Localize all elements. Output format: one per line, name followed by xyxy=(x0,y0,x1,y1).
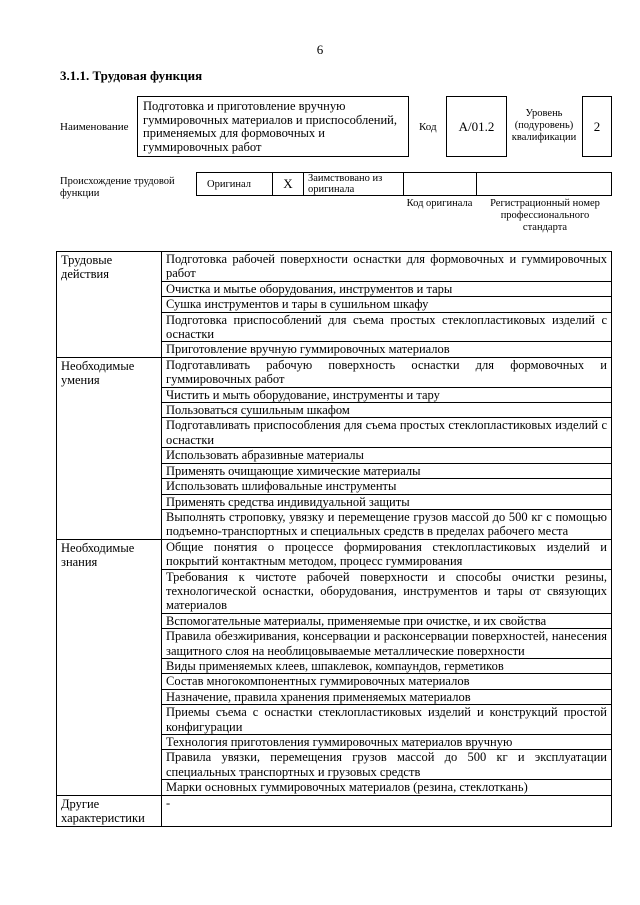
item-cell: Подготовка приспособлений для съема простых стеклопластиковых изделий с оснастки xyxy=(162,312,612,342)
table-row xyxy=(57,357,612,387)
item-cell: Назначение, правила хранения применяемых материалов xyxy=(162,689,612,704)
item-cell: Применять средства индивидуальной защиты xyxy=(162,494,612,509)
category-cell: Необходимые знания xyxy=(57,539,162,795)
reg-number-cell xyxy=(477,173,611,195)
item-cell: Состав многокомпонентных гуммировочных материалов xyxy=(162,674,612,689)
item-cell: Пользоваться сушильным шкафом xyxy=(162,403,612,418)
category-cell: Необходимые умения xyxy=(57,357,162,539)
labor-function-table xyxy=(56,251,612,827)
original-mark: Х xyxy=(273,173,304,195)
table-row xyxy=(57,795,612,827)
item-cell: Использовать абразивные материалы xyxy=(162,448,612,463)
item-cell: Сушка инструментов и тары в сушильном шкафу xyxy=(162,297,612,312)
item-cell: Подготавливать рабочую поверхность оснастки для формовочных и гуммировочных работ xyxy=(162,357,612,387)
item-cell: Общие понятия о процессе формирования стеклопластиковых изделий и покрытий контактным методом, процесс гуммирования xyxy=(162,539,612,569)
reg-number-caption: Регистрационный номер профессионального стандарта xyxy=(490,198,600,233)
borrowed-label: Заимствовано из оригинала xyxy=(304,173,404,195)
category-cell: Другие характеристики xyxy=(57,795,162,827)
item-cell: Приготовление вручную гуммировочных материалов xyxy=(162,342,612,357)
item-cell: Очистка и мытье оборудования, инструментов и тары xyxy=(162,281,612,296)
item-cell: Технология приготовления гуммировочных материалов вручную xyxy=(162,735,612,750)
function-name-box: Подготовка и приготовление вручную гуммировочных материалов и приспособлений, применяемых для формовочных и гуммировочных работ xyxy=(137,96,409,157)
item-cell: Приемы съема с оснастки стеклопластиковых изделий и конструкций простой конфигурации xyxy=(162,705,612,735)
section-title: 3.1.1. Трудовая функция xyxy=(60,68,203,83)
level-label: Уровень (подуровень) квалификации xyxy=(511,108,577,143)
item-cell: Применять очищающие химические материалы xyxy=(162,463,612,478)
code-label: Код xyxy=(419,121,437,133)
item-cell: Требования к чистоте рабочей поверхности и способы очистки резины, технологической оснастки, оборудования, инструментов и тары от связующих материалов xyxy=(162,569,612,613)
item-cell: Правила увязки, перемещения грузов массой до 500 кг и эксплуатации специальных транспортных и грузовых средств xyxy=(162,750,612,780)
item-cell: Подготавливать приспособления для съема простых стеклопластиковых изделий с оснастки xyxy=(162,418,612,448)
table-row xyxy=(57,539,612,569)
origin-code-cell xyxy=(404,173,477,195)
origin-row xyxy=(196,172,612,196)
code-value-box: А/01.2 xyxy=(446,96,507,157)
original-label: Оригинал xyxy=(197,173,273,195)
item-cell: Марки основных гуммировочных материалов (резина, стеклоткань) xyxy=(162,780,612,795)
name-label: Наименование xyxy=(60,121,129,133)
table-row xyxy=(57,252,612,282)
origin-code-caption: Код оригинала xyxy=(406,198,473,209)
item-cell: - xyxy=(162,795,612,827)
item-cell: Чистить и мыть оборудование, инструменты и тару xyxy=(162,387,612,402)
item-cell: Подготовка рабочей поверхности оснастки для формовочных и гуммировочных работ xyxy=(162,252,612,282)
item-cell: Вспомогательные материалы, применяемые при очистке, и их свойства xyxy=(162,613,612,628)
level-value-box: 2 xyxy=(582,96,612,157)
item-cell: Выполнять строповку, увязку и перемещение грузов массой до 500 кг с помощью подъемно-транспортных и специальных средств в пределах рабочего места xyxy=(162,509,612,539)
page-number: 6 xyxy=(316,42,324,57)
item-cell: Использовать шлифовальные инструменты xyxy=(162,479,612,494)
item-cell: Виды применяемых клеев, шпаклевок, компаундов, герметиков xyxy=(162,658,612,673)
category-cell: Трудовые действия xyxy=(57,252,162,358)
item-cell: Правила обезжиривания, консервации и расконсервации поверхностей, нанесения защитного слоя на необлицовываемые металлические поверхности xyxy=(162,629,612,659)
origin-label: Происхождение трудовой функции xyxy=(60,176,175,199)
